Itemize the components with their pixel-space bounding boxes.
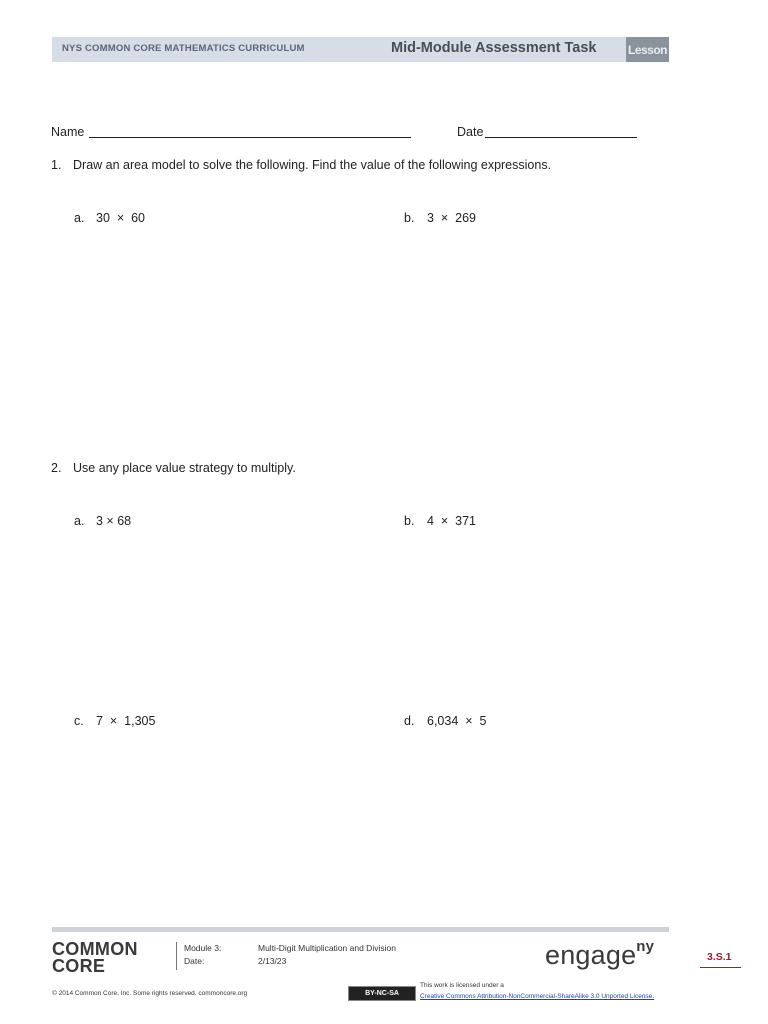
- module-label: Module 3:: [184, 943, 222, 953]
- page-title: Mid-Module Assessment Task: [391, 40, 597, 56]
- engage-sup: ny: [636, 938, 655, 955]
- q2-part-a-expression: 3 × 68: [96, 514, 132, 528]
- footer-date-label: Date:: [184, 956, 205, 966]
- cc-license-badge: BY-NC-SA: [348, 986, 416, 1001]
- curriculum-label: NYS COMMON CORE MATHEMATICS CURRICULUM: [62, 43, 305, 54]
- license-text: This work is licensed under a: [420, 982, 504, 989]
- engageny-logo: [545, 940, 654, 971]
- date-field[interactable]: [485, 137, 637, 138]
- date-label: Date: [457, 125, 484, 139]
- q2-part-c-expression: 7 × 1,305: [96, 714, 156, 728]
- common-core-logo-line1: COMMON: [52, 939, 138, 959]
- footer-rule: [52, 927, 669, 932]
- q1-part-b-expression: 3 × 269: [427, 211, 476, 225]
- lesson-tab: Lesson: [626, 37, 669, 62]
- q2-part-d-letter: d.: [404, 714, 415, 728]
- common-core-logo-line2: CORE: [52, 956, 106, 976]
- question-1-text: Draw an area model to solve the following. Find the value of the following expressions.: [73, 158, 552, 172]
- q1-part-a-expression: 30 × 60: [96, 211, 145, 225]
- page-number: 3.S.1: [707, 951, 732, 963]
- q1-part-b-letter: b.: [404, 211, 415, 225]
- license-link[interactable]: Creative Commons Attribution-NonCommercial-ShareAlike 3.0 Unported License.: [420, 993, 655, 1000]
- q2-part-c-letter: c.: [74, 714, 84, 728]
- question-2-number: 2.: [51, 461, 62, 475]
- q2-part-a-letter: a.: [74, 514, 85, 528]
- footer-divider: [176, 942, 177, 970]
- question-2-text: Use any place value strategy to multiply.: [73, 461, 296, 475]
- engage-text: engage: [545, 940, 637, 970]
- q1-part-a-letter: a.: [74, 211, 85, 225]
- footer-date-value: 2/13/23: [258, 956, 287, 966]
- q2-part-d-expression: 6,034 × 5: [427, 714, 487, 728]
- q2-part-b-letter: b.: [404, 514, 415, 528]
- page-number-rule: [700, 967, 741, 968]
- module-value: Multi-Digit Multiplication and Division: [258, 943, 396, 953]
- copyright-text: © 2014 Common Core, Inc. Some rights reserved. commoncore.org: [52, 990, 248, 997]
- question-1-number: 1.: [51, 158, 62, 172]
- name-label: Name: [51, 125, 85, 139]
- q2-part-b-expression: 4 × 371: [427, 514, 476, 528]
- name-field[interactable]: [89, 137, 411, 138]
